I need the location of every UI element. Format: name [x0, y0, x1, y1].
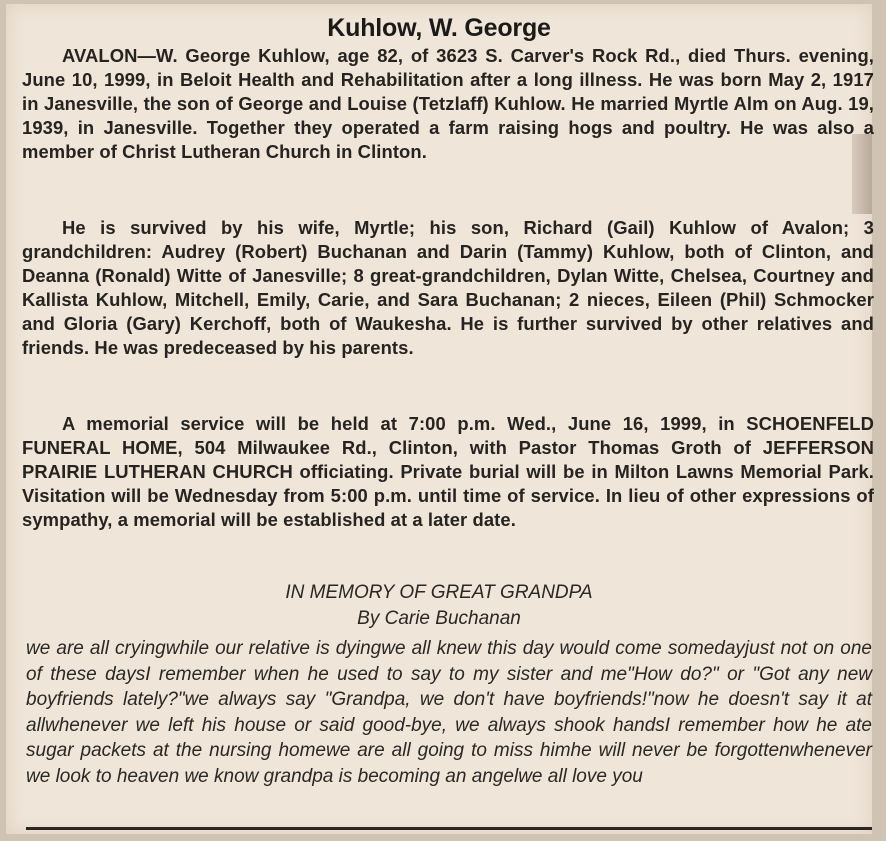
poem-byline: By Carie Buchanan — [357, 608, 521, 629]
obituary-paragraph-announcement: AVALON—W. George Kuhlow, age 82, of 3623 S. Carver's Rock Rd., died Thurs. evening, June 10, 1999, in Beloit Health and Rehabilitation after a long illness. He was born May 2, 1917 in Janesville, the son of George and Louise (Tetzlaff) Kuhlow. He married Myrtle Alm on Aug. 19, 1939, in Janesville. Together they operated a farm raising hogs and poultry. He was also a member of Christ Lutheran Church in Clinton. — [22, 45, 874, 162]
poem-text: we are all cryingwhile our relative is dyingwe all knew this day would come somedayjust not on one of these daysI remember when he used to say to my sister and me"How do?" or "Got any new boyfriends lately?"we always say "Grandpa, we don't have boyfriends!"now he doesn't say it at allwhenever we left his house or said good-bye, we always shook handsI remember how he ate sugar packets at the nursing homewe are all going to miss himhe will never be forgottenwhenever we look to heaven we know grandpa is becoming an angelwe all love you — [26, 638, 872, 787]
poem-title: IN MEMORY OF GREAT GRANDPA — [285, 582, 593, 603]
obituary-paragraph-survivors: He is survived by his wife, Myrtle; his son, Richard (Gail) Kuhlow of Avalon; 3 grandchildren: Audrey (Robert) Buchanan and Darin (Tammy) Kuhlow, both of Clinton, and Deanna (Ronald) Witte of Janesville; 8 great-grandchildren, Dylan Witte, Chelsea, Courtney and Kallista Kuhlow, Mitchell, Emily, Carie, and Sara Buchanan; 2 nieces, Eileen (Phil) Schmocker and Gloria (Gary) Kerchoff, both of Waukesha. He is further survived by other relatives and friends. He was predeceased by his parents. — [22, 217, 874, 358]
column-bottom-rule — [26, 827, 872, 830]
obituary-paragraph-service: A memorial service will be held at 7:00 p.m. Wed., June 16, 1999, in SCHOENFELD FUNERAL HOME, 504 Milwaukee Rd., Clinton, with Pastor Thomas Groth of JEFFERSON PRAIRIE LUTHERAN CHURCH officiating. Private burial will be in Milton Lawns Memorial Park. Visitation will be Wednesday from 5:00 p.m. until time of service. In lieu of other expressions of sympathy, a memorial will be established at a later date. — [22, 413, 874, 530]
obituary-heading: Kuhlow, W. George — [327, 14, 551, 42]
newspaper-clipping — [6, 4, 872, 834]
